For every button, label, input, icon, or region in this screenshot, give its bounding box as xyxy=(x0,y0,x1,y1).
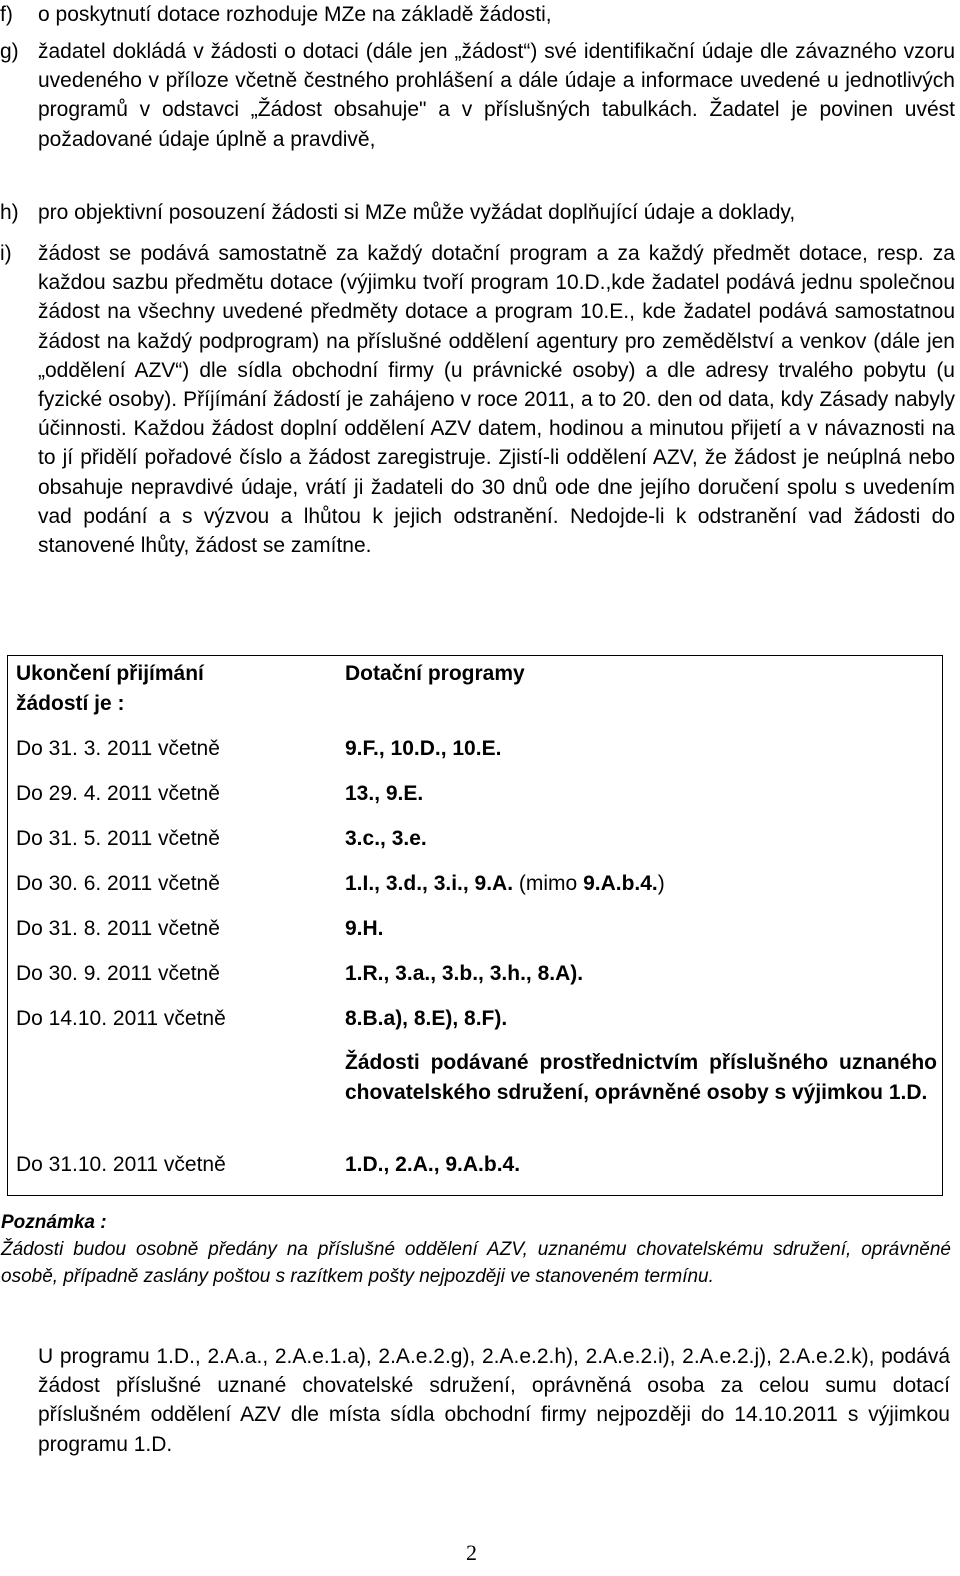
note-title: Poznámka : xyxy=(1,1212,107,1233)
table-row-programs: 1.R., 3.a., 3.b., 3.h., 8.A). xyxy=(345,962,584,985)
note-text: Žádosti budou osobně předány na příslušné oddělení AZV, uznanému chovatelskému sdružení, oprávněné osobě, případně zaslány poštou s razítkem pošty nejpozději ve stanoveném termínu. xyxy=(1,1239,951,1287)
table-row-date: Do 29. 4. 2011 včetně xyxy=(16,782,220,805)
page-number: 2 xyxy=(466,1540,477,1565)
table-row-programs: 1.D., 2.A., 9.A.b.4. xyxy=(345,1153,521,1176)
table-row-programs xyxy=(345,869,937,899)
table-row-date: Do 31.10. 2011 včetně xyxy=(16,1153,226,1176)
list-item-text: o poskytnutí dotace rozhoduje MZe na základě žádosti, xyxy=(38,3,552,26)
table-row-date: Do 30. 9. 2011 včetně xyxy=(16,962,220,985)
table-row-date: Do 14.10. 2011 včetně xyxy=(16,1007,226,1030)
table-header-deadline xyxy=(16,659,204,718)
final-paragraph: U programu 1.D., 2.A.a., 2.A.e.1.a), 2.A.e.2.g), 2.A.e.2.h), 2.A.e.2.i), 2.A.e.2.j), 2.A.e.2.k), podává žádost příslušné uznané chovatelské sdružení, oprávněná osoba za celou sumu dotací příslušném oddělení AZV dle místa sídla obchodní firmy nejpozději do 14.10.2011 s výjimkou programu 1.D. xyxy=(38,1345,950,1456)
list-marker: f) xyxy=(0,3,13,26)
deadline-table xyxy=(7,655,943,1196)
table-row-note: Žádosti podávané prostřednictvím příslušného uznaného chovatelského sdružení, oprávněné osoby s výjimkou 1.D. xyxy=(345,1051,937,1104)
list-marker: h) xyxy=(0,201,19,224)
table-row-programs: 9.H. xyxy=(345,917,384,940)
list-item-text: pro objektivní posouzení žádosti si MZe může vyžádat doplňující údaje a doklady, xyxy=(38,201,796,224)
list-item-text: žadatel dokládá v žádosti o dotaci (dále jen „žádost“) své identifikační údaje dle závazného vzoru uvedeného v příloze včetně čestného prohlášení a dále údaje a informace uvedené u jednotlivých programů v odstavci „Žádost obsahuje" a v příslušných tabulkách. Žadatel je povinen uvést požadované údaje úplně a pravdivě, xyxy=(38,40,955,151)
table-row-date: Do 31. 3. 2011 včetně xyxy=(16,737,220,760)
list-item-h xyxy=(0,198,955,227)
list-marker: g) xyxy=(0,40,19,63)
list-marker: i) xyxy=(0,242,12,265)
programs-paren: ) xyxy=(657,872,665,895)
list-item-f xyxy=(0,0,955,29)
header-line-1: Ukončení přijímání xyxy=(16,662,204,685)
table-row-programs: 13., 9.E. xyxy=(345,782,424,805)
table-row-date: Do 30. 6. 2011 včetně xyxy=(16,872,220,895)
programs-bold: 1.I., 3.d., 3.i., 9.A. xyxy=(345,872,514,895)
table-row-programs: 3.c., 3.e. xyxy=(345,827,427,850)
list-item-g xyxy=(0,37,955,154)
table-row-programs: 8.B.a), 8.E), 8.F). xyxy=(345,1007,508,1030)
list-item-text: žádost se podává samostatně za každý dotační program a za každý předmět dotace, resp. za každou sazbu předmětu dotace (výjimku tvoří program 10.D.,kde žadatel podává jednu společnou žádost na všechny uvedené předměty dotace a program 10.E., kde žadatel podává samostatnou žádost na každý podprogram) na příslušné oddělení agentury pro zemědělství a venkov (dále jen „oddělení AZV“) dle sídla obchodní firmy (u právnické osoby) a dle adresy trvalého pobytu (u fyzické osoby). Příjímání žádostí je zahájeno v roce 2011, a to 20. den od data, kdy Zásady nabyly účinnosti. Každou žádost doplní oddělení AZV datem, hodinou a minutou přijetí a v návaznosti na to jí přidělí pořadové číslo a žádost zaregistruje. Zjistí-li oddělení AZV, že žádost je neúplná nebo obsahuje nepravdivé údaje, vrátí ji žadateli do 30 dnů ode dne jejího doručení spolu s uvedením vad podání a s výzvou a lhůtou k jejich odstranění. Nedojde-li k odstranění vad žádosti do stanovené lhůty, žádost se zamítne. xyxy=(38,242,955,558)
list-item-i xyxy=(0,239,955,560)
programs-except-text: (mimo xyxy=(513,872,584,895)
header-line-2: žádostí je : xyxy=(16,691,125,715)
table-row-programs: 9.F., 10.D., 10.E. xyxy=(345,737,502,760)
table-row-date: Do 31. 8. 2011 včetně xyxy=(16,917,220,940)
table-header-programs: Dotační programy xyxy=(345,662,525,685)
programs-except-code: 9.A.b.4. xyxy=(583,872,658,895)
table-row-date: Do 31. 5. 2011 včetně xyxy=(16,827,220,850)
